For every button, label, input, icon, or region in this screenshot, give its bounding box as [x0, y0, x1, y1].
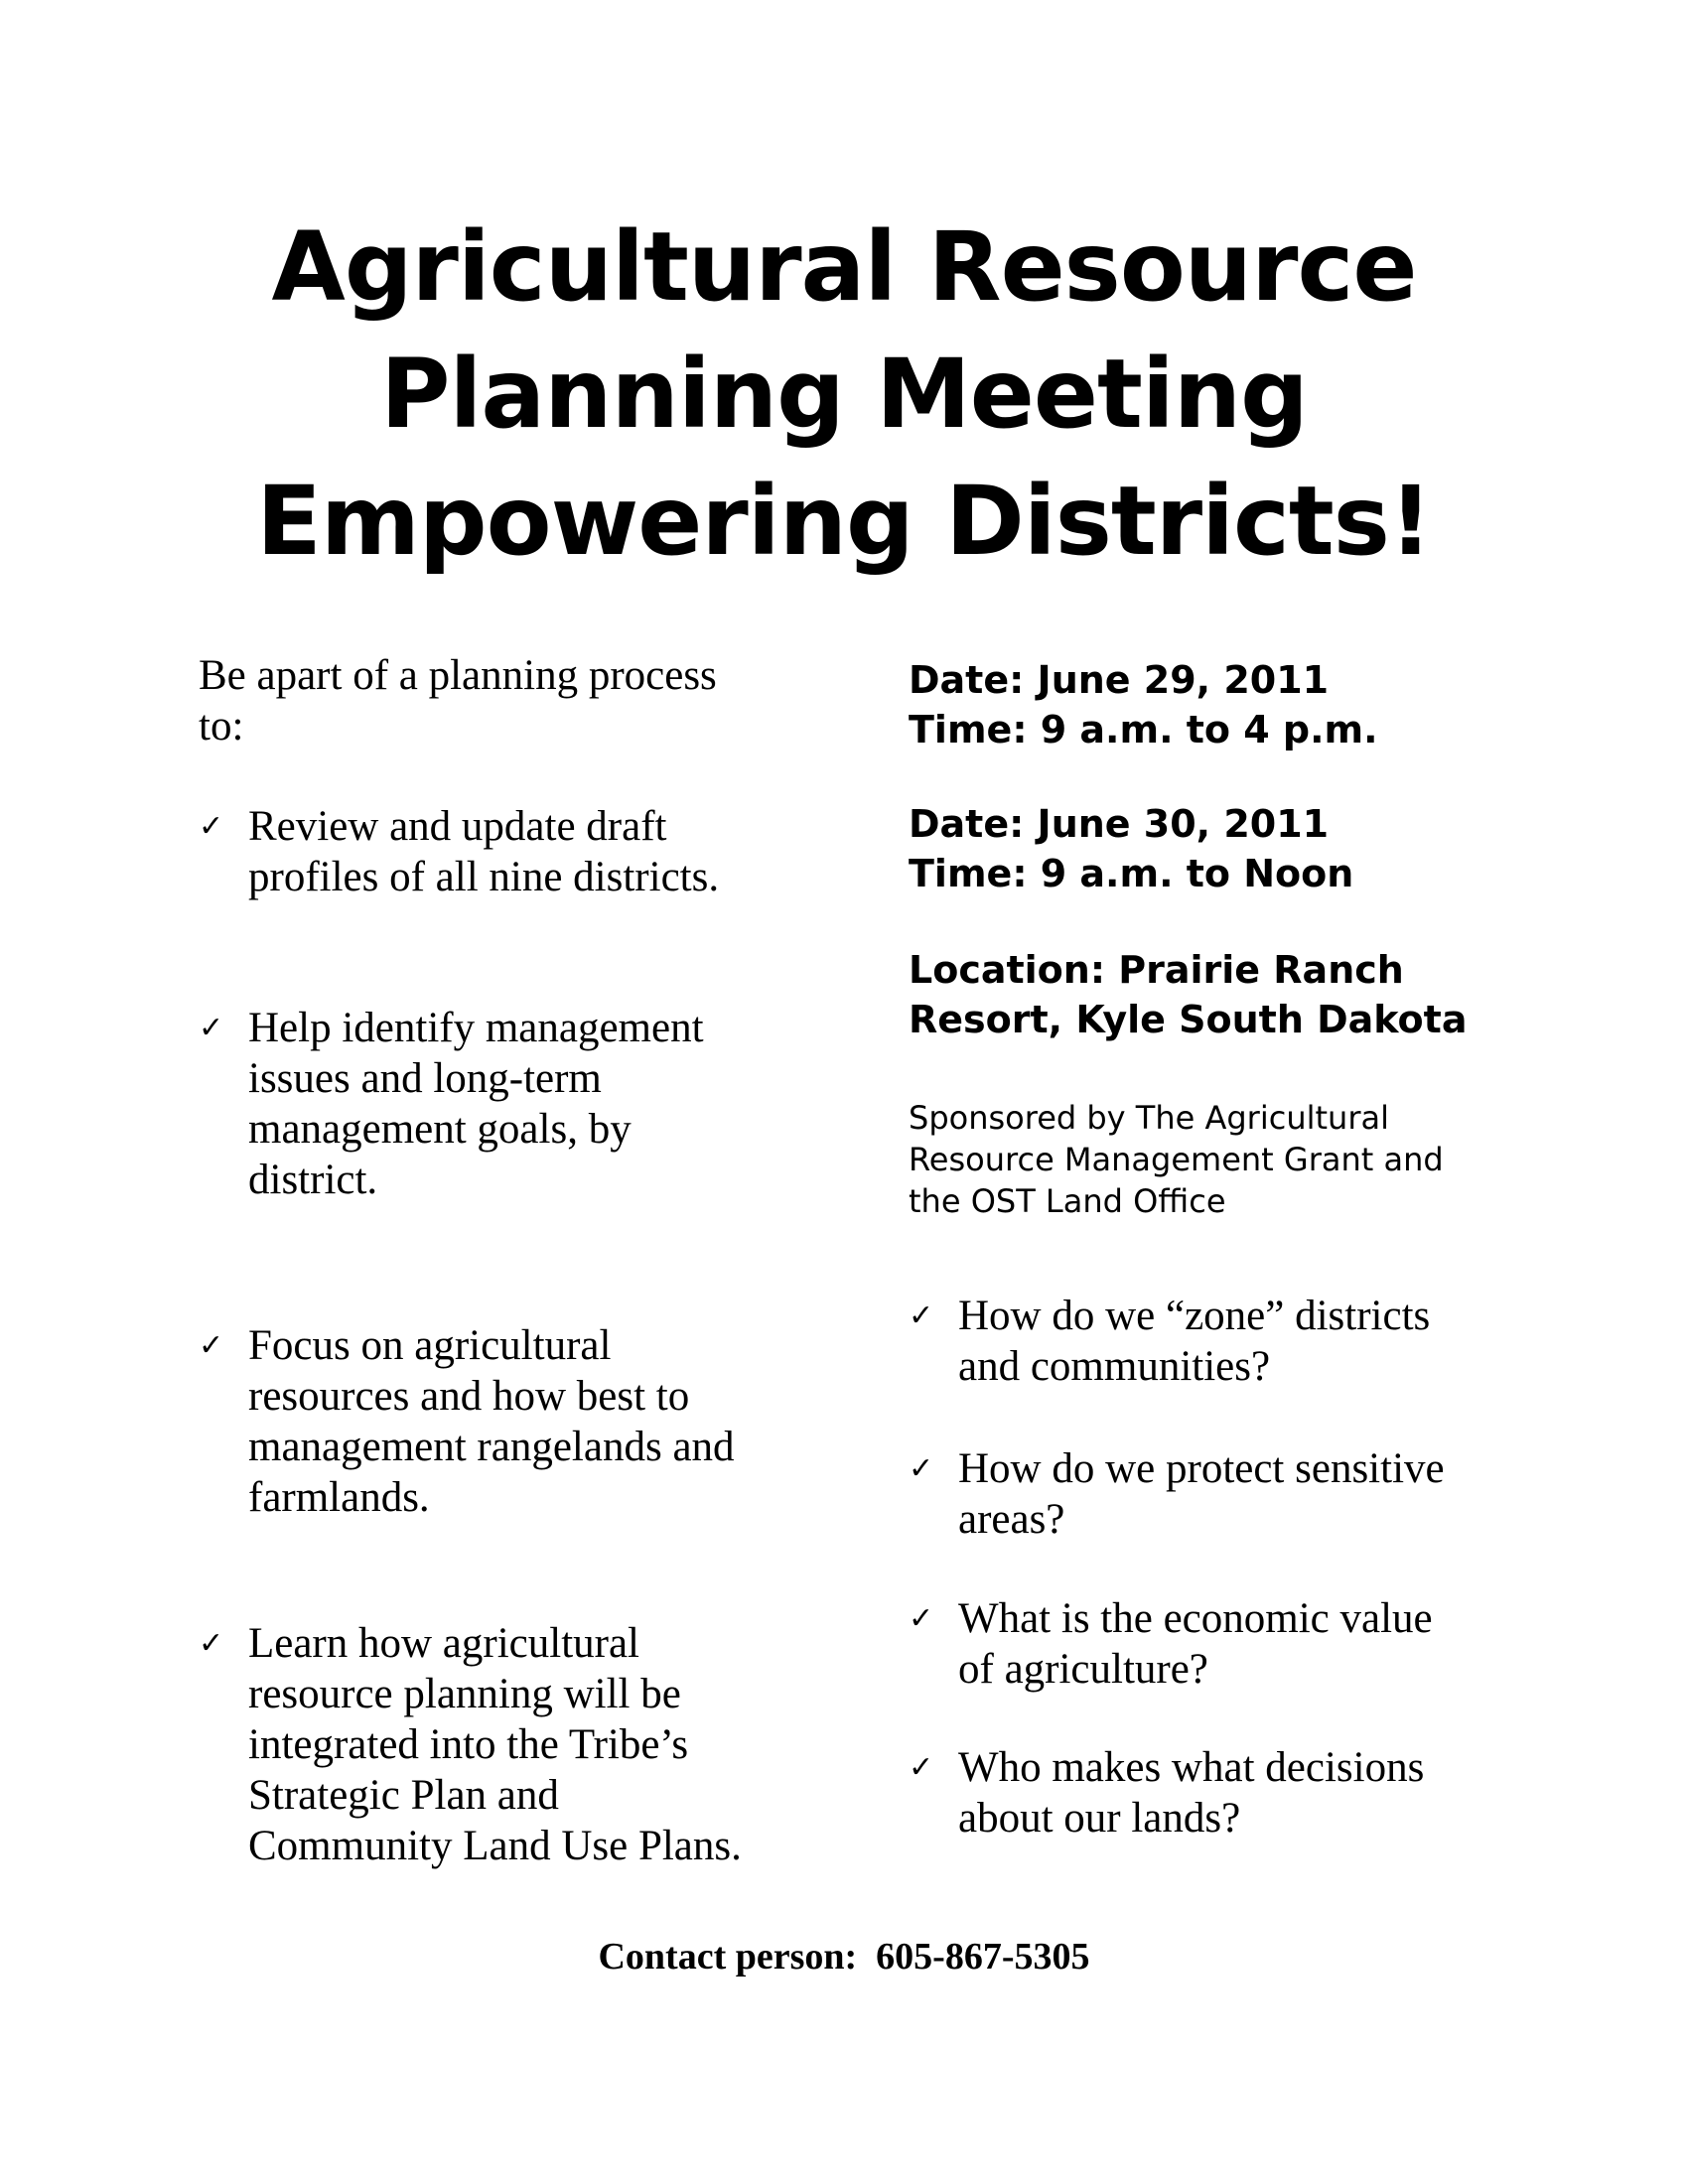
- left-column: [199, 650, 794, 1869]
- list-item-line: areas?: [958, 1496, 1065, 1543]
- list-item-line: integrated into the Tribe’s: [248, 1721, 689, 1768]
- session-2-date: Date: June 30, 2011: [909, 802, 1330, 846]
- location-line-2: Resort, Kyle South Dakota: [909, 998, 1468, 1041]
- intro-line-2: to:: [199, 703, 244, 750]
- checkmark-icon: ✓: [199, 1626, 224, 1661]
- title-line-3: Empowering Districts!: [256, 466, 1432, 577]
- page-title: [0, 204, 1688, 585]
- checkmark-icon: ✓: [909, 1750, 934, 1785]
- list-item-line: about our lands?: [958, 1795, 1241, 1842]
- list-item-line: Learn how agricultural: [248, 1620, 639, 1667]
- session-2-time: Time: 9 a.m. to Noon: [909, 852, 1354, 895]
- list-item-line: resource planning will be: [248, 1671, 681, 1717]
- list-item-line: district.: [248, 1157, 378, 1203]
- sponsor-line-3: the OST Land Office: [909, 1182, 1226, 1220]
- list-item-line: Focus on agricultural: [248, 1322, 612, 1369]
- session-2: [909, 799, 1544, 898]
- intro-text: [199, 650, 794, 751]
- list-item-text: [958, 1443, 1544, 1545]
- list-item-text: [248, 1618, 804, 1871]
- list-item-line: management goals, by: [248, 1106, 632, 1153]
- sponsor-text: [909, 1097, 1544, 1222]
- list-item-line: resources and how best to: [248, 1373, 690, 1420]
- list-item-line: profiles of all nine districts.: [248, 854, 720, 900]
- list-item-line: Review and update draft: [248, 803, 667, 850]
- session-1-time: Time: 9 a.m. to 4 p.m.: [909, 708, 1378, 751]
- list-item-line: Who makes what decisions: [958, 1744, 1425, 1791]
- checkmark-icon: ✓: [199, 1011, 224, 1045]
- checkmark-icon: ✓: [909, 1601, 934, 1636]
- checkmark-icon: ✓: [199, 1328, 224, 1363]
- sponsor-line-2: Resource Management Grant and: [909, 1141, 1444, 1178]
- list-item-line: Strategic Plan and: [248, 1772, 559, 1819]
- checkmark-icon: ✓: [909, 1298, 934, 1333]
- list-item-line: Community Land Use Plans.: [248, 1823, 742, 1869]
- list-item-line: How do we “zone” districts: [958, 1293, 1431, 1339]
- session-1-date: Date: June 29, 2011: [909, 658, 1330, 702]
- list-item-line: farmlands.: [248, 1474, 430, 1521]
- list-item-line: Help identify management: [248, 1005, 704, 1051]
- list-item-text: [248, 1003, 804, 1205]
- list-item-text: [248, 801, 804, 902]
- list-item-line: How do we protect sensitive: [958, 1445, 1445, 1492]
- session-1: [909, 655, 1544, 754]
- list-item-line: issues and long-term: [248, 1055, 602, 1102]
- list-item-text: [248, 1320, 804, 1523]
- checkmark-icon: ✓: [909, 1451, 934, 1486]
- list-item-text: [958, 1291, 1544, 1392]
- sponsor-line-1: Sponsored by The Agricultural: [909, 1099, 1389, 1137]
- list-item-line: and communities?: [958, 1343, 1271, 1390]
- location: [909, 945, 1544, 1044]
- contact-info: Contact person: 605-867-5305: [598, 1936, 1090, 1978]
- checkmark-icon: ✓: [199, 809, 224, 844]
- list-item-text: [958, 1742, 1544, 1843]
- title-line-2: Planning Meeting: [380, 339, 1308, 450]
- list-item-line: management rangelands and: [248, 1424, 735, 1470]
- location-line-1: Location: Prairie Ranch: [909, 948, 1404, 992]
- list-item-text: [958, 1593, 1544, 1695]
- title-line-1: Agricultural Resource: [271, 211, 1417, 323]
- list-item-line: of agriculture?: [958, 1646, 1208, 1693]
- list-item-line: What is the economic value: [958, 1595, 1433, 1642]
- intro-line-1: Be apart of a planning process: [199, 652, 717, 699]
